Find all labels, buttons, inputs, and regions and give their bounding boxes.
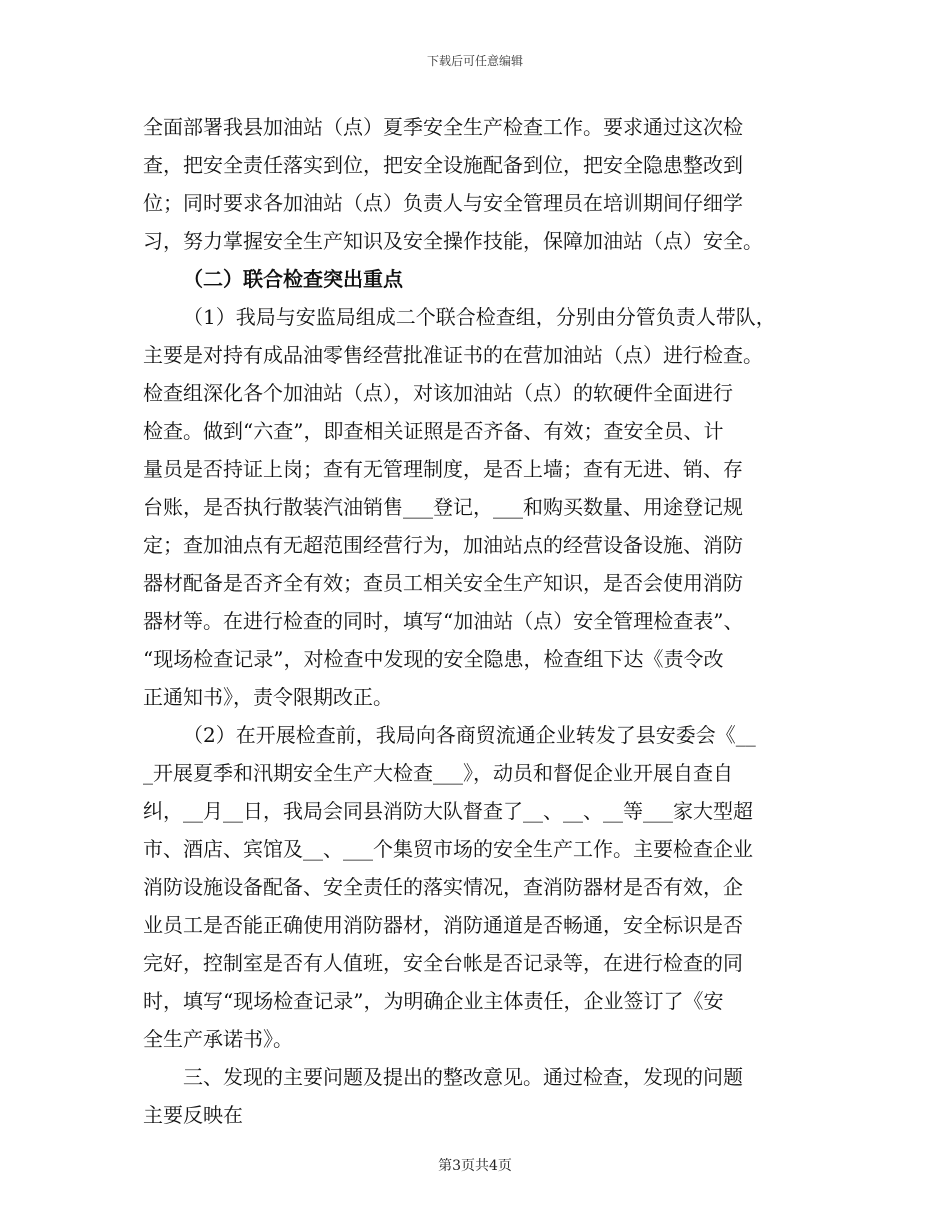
paragraph-line: （2）在开展检查前，我局向各商贸流通企业转发了县安委会《__ (183, 723, 756, 747)
paragraph-line: （1）我局与安监局组成二个联合检查组，分别由分管负责人带队， (183, 305, 776, 329)
paragraph-line: 主要反映在 (143, 1103, 243, 1127)
paragraph-line: 消防设施设备配备、安全责任的落实情况，查消防器材是否有效，企 (143, 875, 743, 899)
paragraph-line: 器材等。在进行检查的同时，填写“加油站（点）安全管理检查表”、 (143, 609, 744, 633)
section-heading: （二）联合检查突出重点 (183, 267, 403, 291)
paragraph-line: 位；同时要求各加油站（点）负责人与安全管理员在培训期间仔细学 (143, 191, 743, 215)
paragraph-line: 市、酒店、宾馆及__、___个集贸市场的安全生产工作。主要检查企业 (143, 837, 753, 861)
paragraph-line: 全生产承诺书》。 (143, 1027, 293, 1051)
page-number: 第3页共4页 (438, 1158, 512, 1174)
paragraph-line: 台账，是否执行散装汽油销售___登记，___和购买数量、用途登记规 (143, 495, 743, 519)
paragraph-line: _开展夏季和汛期安全生产大检查___》，动员和督促企业开展自查自 (143, 761, 733, 785)
paragraph-line: 主要是对持有成品油零售经营批准证书的在营加油站（点）进行检查。 (143, 343, 763, 367)
paragraph-line: 查，把安全责任落实到位，把安全设施配备到位，把安全隐患整改到 (143, 153, 743, 177)
paragraph-line: 习，努力掌握安全生产知识及安全操作技能，保障加油站（点）安全。 (143, 229, 763, 253)
paragraph-line: 时，填写“现场检查记录”，为明确企业主体责任，企业签订了《安 (143, 989, 724, 1013)
paragraph-line: 三、发现的主要问题及提出的整改意见。通过检查，发现的问题 (183, 1065, 743, 1089)
paragraph-line: 检查。做到“六查”，即查相关证照是否齐备、有效；查安全员、计 (143, 419, 724, 443)
paragraph-line: 定；查加油点有无超范围经营行为，加油站点的经营设备设施、消防 (143, 533, 743, 557)
paragraph-line: 业员工是否能正确使用消防器材，消防通道是否畅通，安全标识是否 (143, 913, 743, 937)
page-header: 下载后可任意编辑 (426, 54, 523, 68)
paragraph-line: “现场检查记录”，对检查中发现的安全隐患，检查组下达《责令改 (143, 647, 724, 671)
paragraph-line: 检查组深化各个加油站（点），对该加油站（点）的软硬件全面进行 (143, 381, 733, 405)
paragraph-line: 完好，控制室是否有人值班，安全台帐是否记录等，在进行检查的同 (143, 951, 743, 975)
paragraph-line: 正通知书》，责令限期改正。 (143, 685, 393, 709)
paragraph-line: 器材配备是否齐全有效；查员工相关安全生产知识，是否会使用消防 (143, 571, 743, 595)
document-body (143, 108, 815, 1134)
paragraph-line: 纠，__月__日，我局会同县消防大队督查了__、__、__等___家大型超 (143, 799, 753, 823)
paragraph-line: 量员是否持证上岗；查有无管理制度，是否上墙；查有无进、销、存 (143, 457, 743, 481)
paragraph-line: 全面部署我县加油站（点）夏季安全生产检查工作。要求通过这次检 (143, 115, 743, 139)
